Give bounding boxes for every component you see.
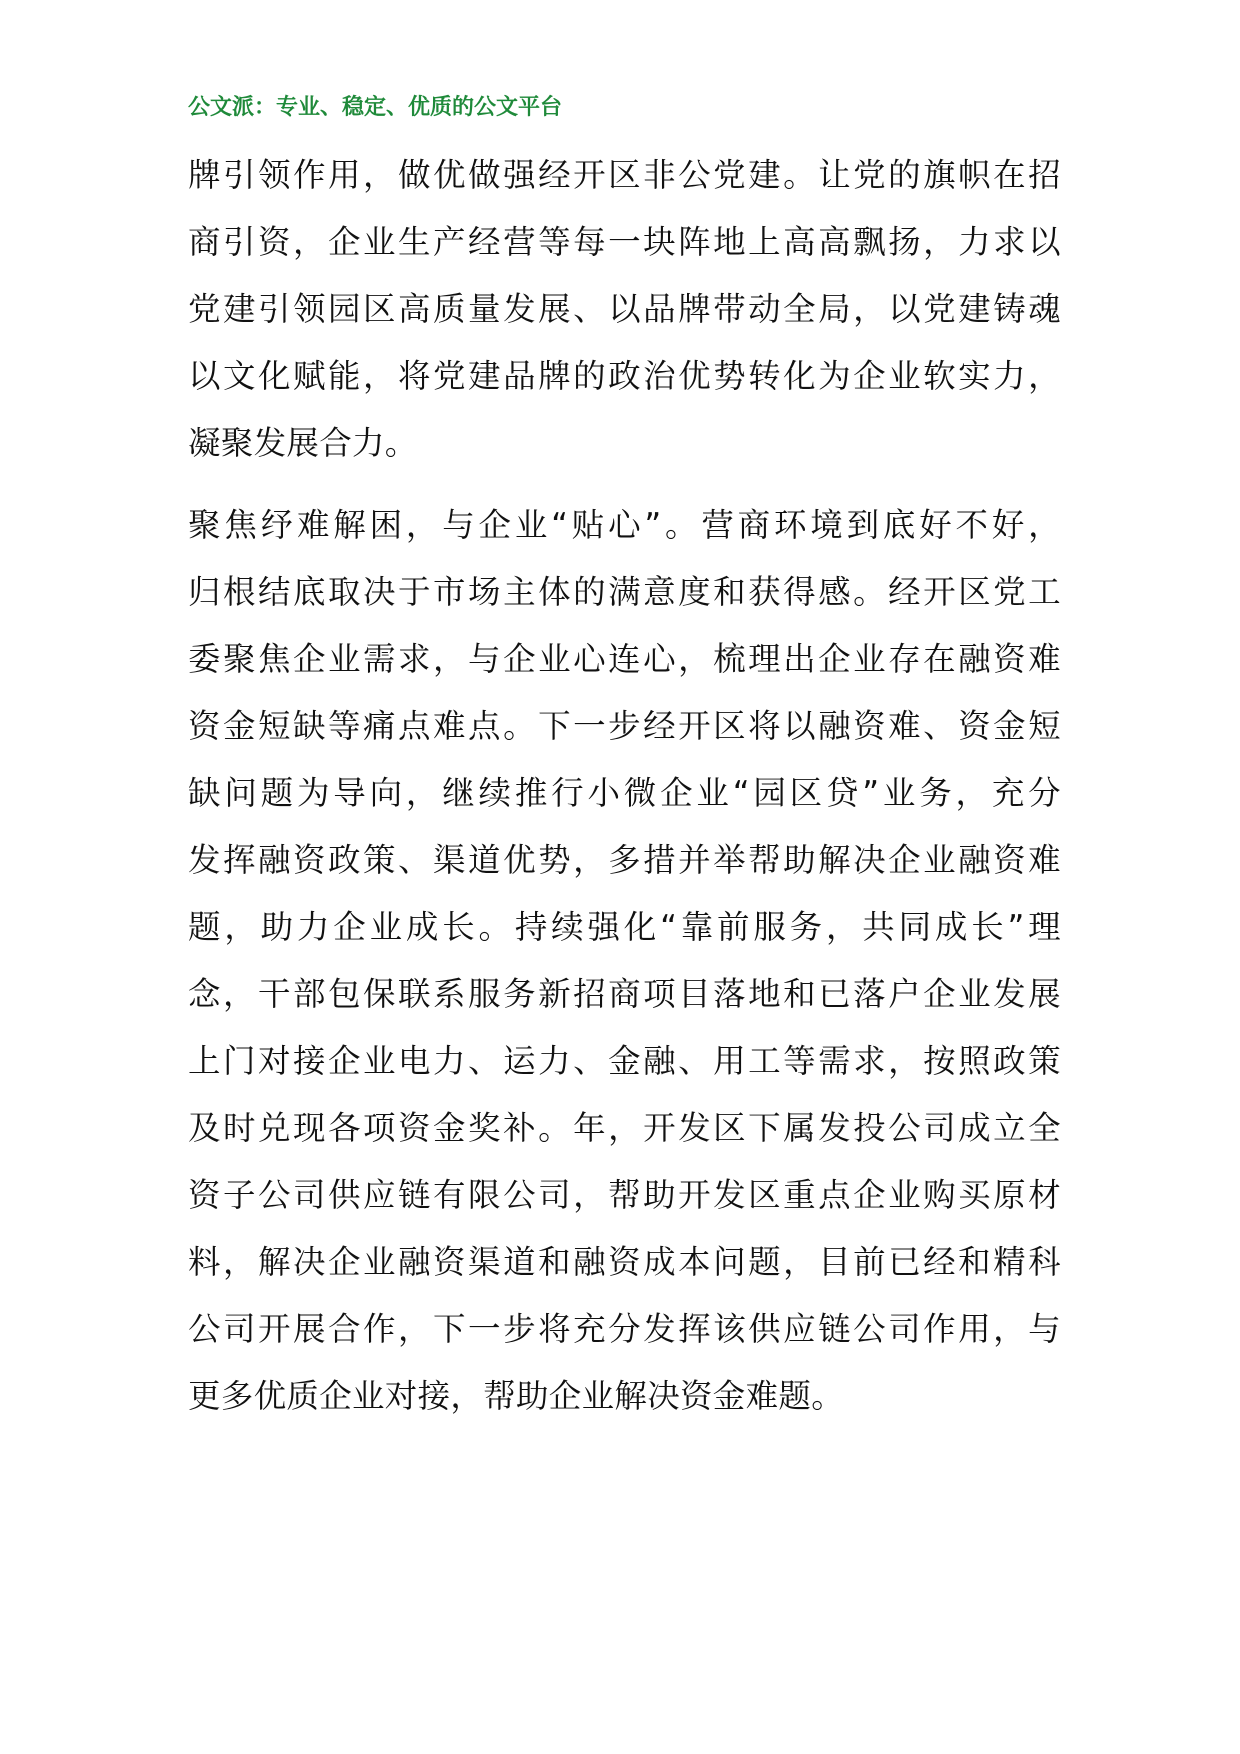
paragraph-1-line-4: 以文化赋能，将党建品牌的政治优势转化为企业软实力， — [188, 357, 1061, 395]
paragraph-2-line-4: 资金短缺等痛点难点。下一步经开区将以融资难、资金短 — [188, 707, 1061, 745]
paragraph-2-line-10: 及时兑现各项资金奖补。年，开发区下属发投公司成立全 — [188, 1109, 1061, 1147]
paragraph-1-line-5: 凝聚发展合力。 — [188, 424, 418, 462]
paragraph-2-line-12: 料，解决企业融资渠道和融资成本问题，目前已经和精科 — [188, 1243, 1061, 1281]
paragraph-2-line-9: 上门对接企业电力、运力、金融、用工等需求，按照政策 — [188, 1042, 1061, 1080]
paragraph-2-line-11: 资子公司供应链有限公司，帮助开发区重点企业购买原材 — [188, 1176, 1061, 1214]
header-banner: 公文派：专业、稳定、优质的公文平台 — [188, 94, 563, 120]
paragraph-1-line-2: 商引资，企业生产经营等每一块阵地上高高飘扬，力求以 — [188, 223, 1061, 261]
paragraph-1-line-1: 牌引领作用，做优做强经开区非公党建。让党的旗帜在招 — [188, 156, 1061, 194]
paragraph-2-line-3: 委聚焦企业需求，与企业心连心，梳理出企业存在融资难 — [188, 640, 1061, 678]
paragraph-2-line-14: 更多优质企业对接，帮助企业解决资金难题。 — [188, 1377, 845, 1415]
paragraph-2-line-5: 缺问题为导向，继续推行小微企业“园区贷”业务，充分 — [188, 774, 1061, 812]
paragraph-1-line-3: 党建引领园区高质量发展、以品牌带动全局，以党建铸魂 — [188, 290, 1061, 328]
paragraph-2-line-6: 发挥融资政策、渠道优势，多措并举帮助解决企业融资难 — [188, 841, 1061, 879]
paragraph-2-line-7: 题，助力企业成长。持续强化“靠前服务，共同成长”理 — [188, 908, 1061, 946]
paragraph-2-line-2: 归根结底取决于市场主体的满意度和获得感。经开区党工 — [188, 573, 1061, 611]
paragraph-2-line-13: 公司开展合作，下一步将充分发挥该供应链公司作用，与 — [188, 1310, 1061, 1348]
paragraph-2-line-8: 念，干部包保联系服务新招商项目落地和已落户企业发展 — [188, 975, 1061, 1013]
paragraph-2-line-1: 聚焦纾难解困，与企业“贴心”。营商环境到底好不好， — [188, 506, 1061, 544]
